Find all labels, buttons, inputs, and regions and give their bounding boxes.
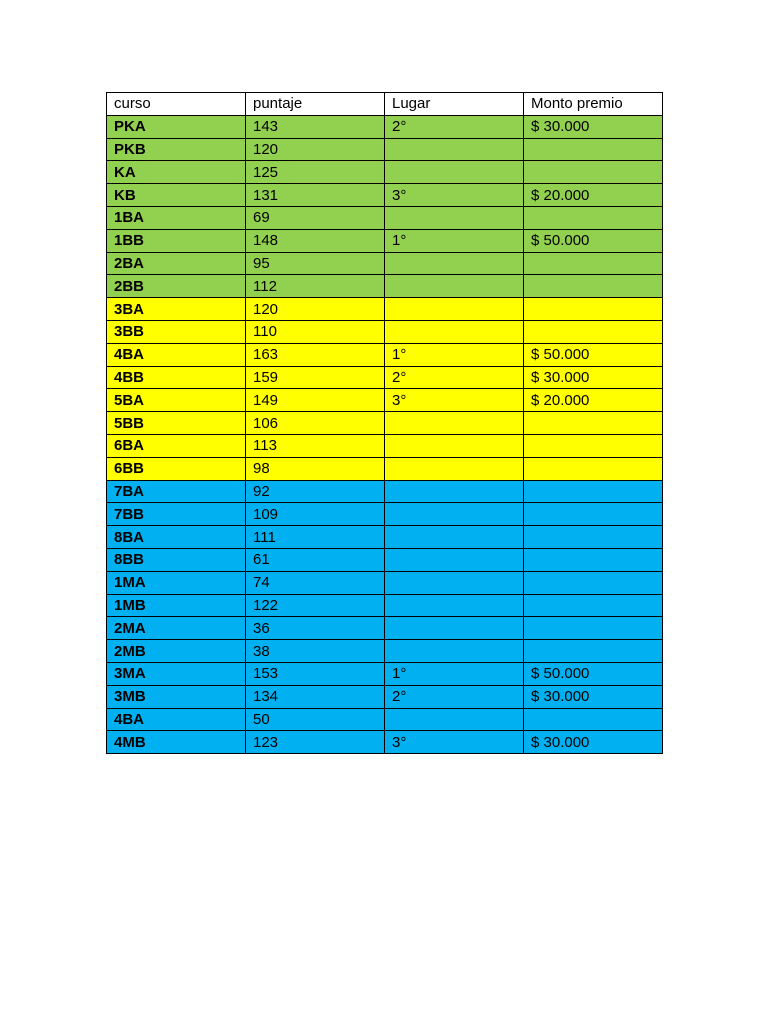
cell-lugar [385,434,524,457]
cell-lugar [385,503,524,526]
cell-puntaje: 69 [246,206,385,229]
cell-curso: 8BA [107,526,246,549]
cell-curso: 8BB [107,548,246,571]
table-row [107,298,663,321]
cell-lugar: 2° [385,685,524,708]
table-row [107,708,663,731]
cell-curso: 1MA [107,571,246,594]
cell-curso: 7BB [107,503,246,526]
cell-monto-premio [524,480,663,503]
cell-lugar [385,161,524,184]
cell-monto-premio: $ 30.000 [524,366,663,389]
cell-monto-premio [524,320,663,343]
table-row [107,252,663,275]
cell-curso: 1MB [107,594,246,617]
cell-curso: 2MA [107,617,246,640]
cell-monto-premio [524,640,663,663]
cell-monto-premio [524,161,663,184]
cell-monto-premio: $ 50.000 [524,229,663,252]
cell-curso: 4BA [107,343,246,366]
cell-lugar [385,252,524,275]
cell-monto-premio [524,275,663,298]
table-row [107,526,663,549]
cell-curso: 4BB [107,366,246,389]
cell-monto-premio [524,526,663,549]
cell-lugar [385,480,524,503]
cell-lugar: 1° [385,662,524,685]
cell-puntaje: 74 [246,571,385,594]
cell-puntaje: 50 [246,708,385,731]
table-row [107,389,663,412]
header-row [107,93,663,116]
cell-curso: 6BB [107,457,246,480]
cell-monto-premio [524,617,663,640]
cell-lugar [385,594,524,617]
cell-lugar: 2° [385,366,524,389]
table-row [107,434,663,457]
cell-monto-premio [524,434,663,457]
cell-monto-premio: $ 30.000 [524,731,663,754]
cell-puntaje: 122 [246,594,385,617]
table-row [107,548,663,571]
table-row [107,617,663,640]
table-row [107,412,663,435]
table-row [107,343,663,366]
cell-lugar [385,548,524,571]
cell-puntaje: 38 [246,640,385,663]
table-row [107,662,663,685]
cell-lugar: 1° [385,343,524,366]
cell-puntaje: 36 [246,617,385,640]
table-row [107,640,663,663]
table-row [107,115,663,138]
table-row [107,457,663,480]
cell-puntaje: 131 [246,184,385,207]
cell-lugar [385,298,524,321]
cell-curso: 6BA [107,434,246,457]
results-table [106,92,663,754]
cell-monto-premio: $ 20.000 [524,389,663,412]
cell-puntaje: 163 [246,343,385,366]
cell-puntaje: 113 [246,434,385,457]
cell-curso: 3MA [107,662,246,685]
header-curso: curso [107,93,246,116]
cell-lugar [385,640,524,663]
cell-curso: 2BB [107,275,246,298]
cell-puntaje: 98 [246,457,385,480]
cell-puntaje: 95 [246,252,385,275]
cell-lugar [385,457,524,480]
cell-lugar: 3° [385,184,524,207]
cell-curso: PKA [107,115,246,138]
table-row [107,320,663,343]
cell-lugar [385,275,524,298]
cell-puntaje: 61 [246,548,385,571]
header-lugar: Lugar [385,93,524,116]
cell-lugar [385,526,524,549]
cell-puntaje: 149 [246,389,385,412]
cell-lugar [385,206,524,229]
cell-monto-premio [524,138,663,161]
cell-lugar [385,571,524,594]
cell-monto-premio [524,298,663,321]
cell-curso: 3MB [107,685,246,708]
cell-monto-premio: $ 30.000 [524,115,663,138]
table-row [107,138,663,161]
cell-monto-premio: $ 50.000 [524,662,663,685]
cell-monto-premio [524,503,663,526]
cell-curso: 4BA [107,708,246,731]
cell-puntaje: 148 [246,229,385,252]
cell-monto-premio [524,252,663,275]
cell-puntaje: 120 [246,298,385,321]
cell-curso: 5BA [107,389,246,412]
cell-lugar [385,138,524,161]
cell-lugar: 3° [385,731,524,754]
table-row [107,229,663,252]
cell-curso: 5BB [107,412,246,435]
cell-monto-premio [524,708,663,731]
cell-puntaje: 123 [246,731,385,754]
cell-curso: KA [107,161,246,184]
table-row [107,480,663,503]
cell-monto-premio [524,457,663,480]
cell-curso: 2BA [107,252,246,275]
cell-puntaje: 112 [246,275,385,298]
header-puntaje: puntaje [246,93,385,116]
cell-curso: 2MB [107,640,246,663]
cell-curso: 3BA [107,298,246,321]
cell-curso: 4MB [107,731,246,754]
cell-lugar [385,617,524,640]
table-row [107,731,663,754]
table-row [107,685,663,708]
cell-puntaje: 92 [246,480,385,503]
cell-puntaje: 159 [246,366,385,389]
table-row [107,366,663,389]
cell-curso: 1BA [107,206,246,229]
cell-puntaje: 143 [246,115,385,138]
cell-monto-premio: $ 50.000 [524,343,663,366]
cell-monto-premio [524,548,663,571]
cell-monto-premio [524,412,663,435]
cell-monto-premio: $ 20.000 [524,184,663,207]
cell-puntaje: 109 [246,503,385,526]
cell-puntaje: 125 [246,161,385,184]
table-row [107,503,663,526]
cell-curso: KB [107,184,246,207]
table-row [107,594,663,617]
cell-curso: 1BB [107,229,246,252]
table-row [107,206,663,229]
cell-puntaje: 134 [246,685,385,708]
cell-lugar: 3° [385,389,524,412]
cell-lugar [385,708,524,731]
table-row [107,161,663,184]
cell-monto-premio [524,594,663,617]
cell-monto-premio [524,571,663,594]
table-row [107,571,663,594]
table-row [107,275,663,298]
table-row [107,184,663,207]
cell-curso: 7BA [107,480,246,503]
cell-puntaje: 110 [246,320,385,343]
cell-monto-premio: $ 30.000 [524,685,663,708]
cell-puntaje: 120 [246,138,385,161]
cell-monto-premio [524,206,663,229]
cell-lugar: 1° [385,229,524,252]
header-monto-premio: Monto premio [524,93,663,116]
table-body [107,115,663,753]
cell-lugar: 2° [385,115,524,138]
cell-puntaje: 106 [246,412,385,435]
cell-curso: 3BB [107,320,246,343]
cell-lugar [385,412,524,435]
cell-puntaje: 111 [246,526,385,549]
cell-curso: PKB [107,138,246,161]
cell-puntaje: 153 [246,662,385,685]
cell-lugar [385,320,524,343]
